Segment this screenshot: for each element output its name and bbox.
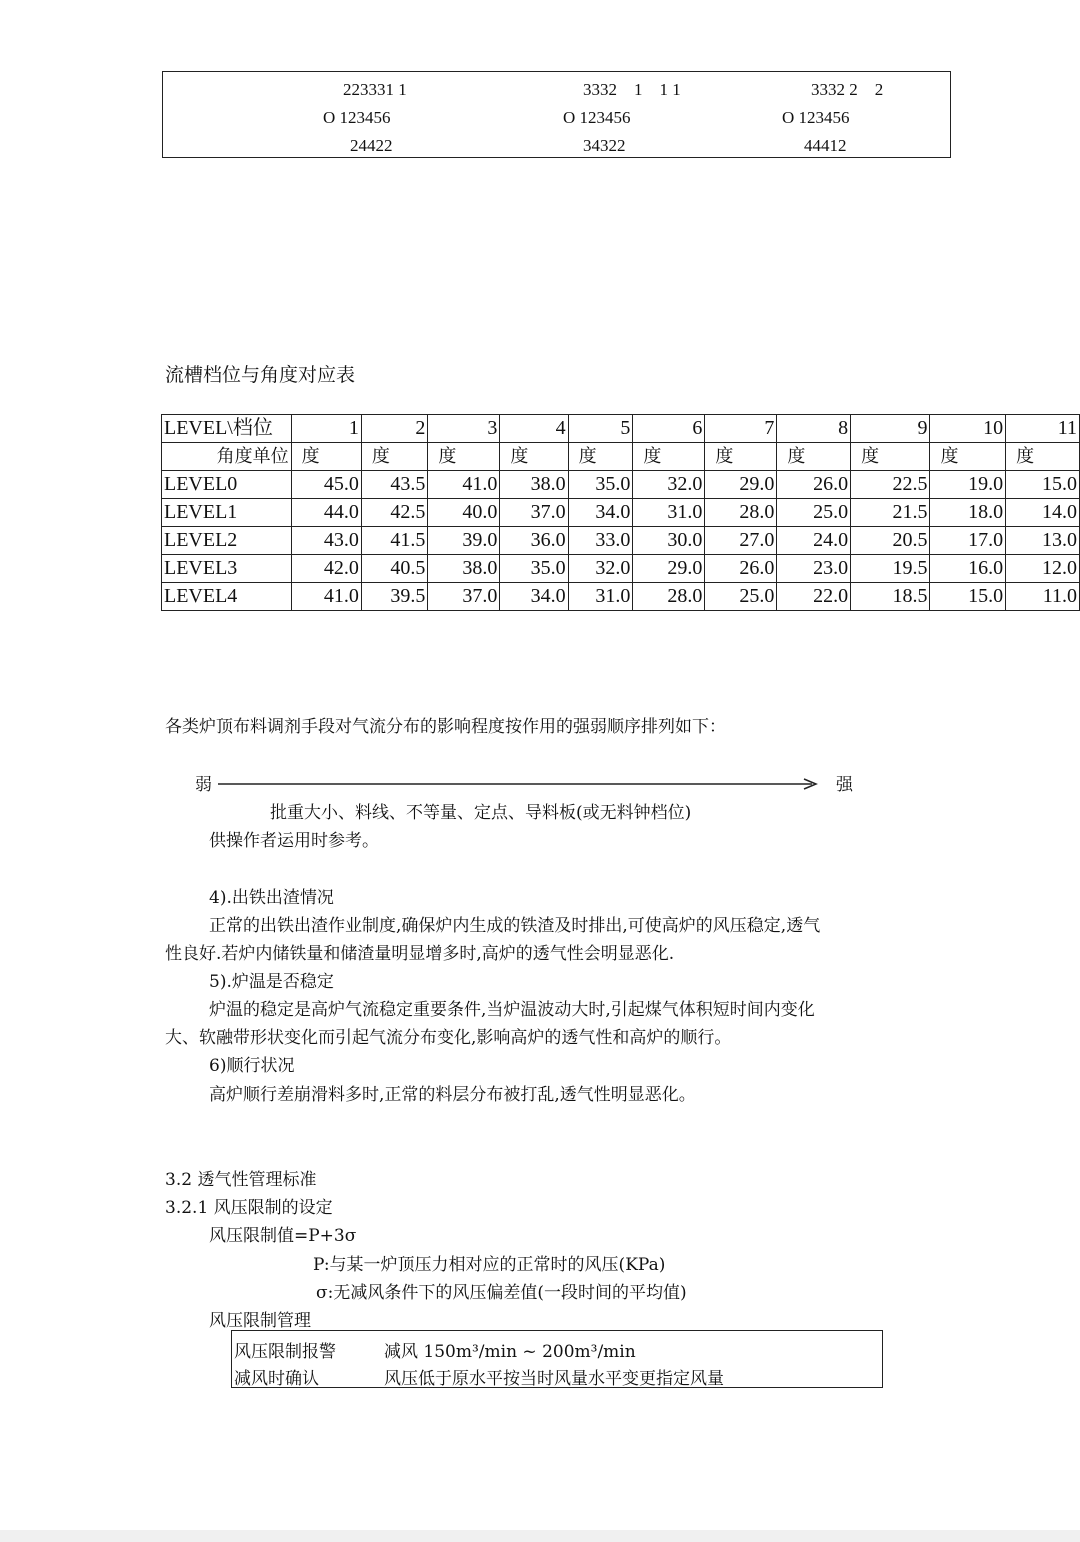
subheading: 风压限制管理 bbox=[209, 1311, 311, 1331]
table-cell: 39.0 bbox=[428, 527, 500, 555]
table-cell: 43.5 bbox=[361, 471, 428, 499]
definition: σ:无减风条件下的风压偏差值(一段时间的平均值) bbox=[316, 1283, 687, 1303]
table-cell: 度 bbox=[500, 443, 568, 471]
table-cell: 11.0 bbox=[1006, 583, 1080, 611]
table-cell: 17.0 bbox=[930, 527, 1006, 555]
table-cell: 度 bbox=[1006, 443, 1080, 471]
table-cell: 25.0 bbox=[705, 583, 777, 611]
table-cell: 16.0 bbox=[930, 555, 1006, 583]
table-cell: 34.0 bbox=[568, 499, 633, 527]
table-cell: 27.0 bbox=[705, 527, 777, 555]
table-cell: 41.0 bbox=[291, 583, 361, 611]
table-cell: 10 bbox=[930, 415, 1006, 443]
table-cell: 40.5 bbox=[361, 555, 428, 583]
table-cell: 38.0 bbox=[428, 555, 500, 583]
section-heading: 3.2 透气性管理标准 bbox=[165, 1170, 317, 1190]
table-cell: LEVEL\档位 bbox=[162, 415, 292, 443]
paragraph: 性良好.若炉内储铁量和储渣量明显增多时,高炉的透气性会明显恶化. bbox=[165, 944, 675, 964]
cell: 3332 1 1 1 bbox=[583, 80, 681, 99]
table-cell: 15.0 bbox=[930, 583, 1006, 611]
table-cell: 4 bbox=[500, 415, 568, 443]
table-cell: 35.0 bbox=[500, 555, 568, 583]
paragraph: 正常的出铁出渣作业制度,确保炉内生成的铁渣及时排出,可使高炉的风压稳定,透气 bbox=[209, 916, 821, 936]
cell: 34322 bbox=[583, 136, 626, 155]
table-cell: 40.0 bbox=[428, 499, 500, 527]
table-cell: 38.0 bbox=[500, 471, 568, 499]
table-cell: 度 bbox=[291, 443, 361, 471]
table-cell: 7 bbox=[705, 415, 777, 443]
cell: 24422 bbox=[350, 136, 393, 155]
table-cell: 度 bbox=[777, 443, 851, 471]
table-row bbox=[162, 583, 1080, 611]
table-cell: 18.5 bbox=[851, 583, 930, 611]
table-cell: 45.0 bbox=[291, 471, 361, 499]
table-cell: 22.5 bbox=[851, 471, 930, 499]
table-cell: 32.0 bbox=[568, 555, 633, 583]
table-cell: LEVEL1 bbox=[162, 499, 292, 527]
table-cell: 11 bbox=[1006, 415, 1080, 443]
intro-text: 各类炉顶布料调剂手段对气流分布的影响程度按作用的强弱顺序排列如下： bbox=[165, 717, 726, 737]
table-cell: 33.0 bbox=[568, 527, 633, 555]
level-angle-table bbox=[161, 414, 1080, 611]
table-cell: 41.5 bbox=[361, 527, 428, 555]
table-cell: 度 bbox=[361, 443, 428, 471]
table-cell: 35.0 bbox=[568, 471, 633, 499]
code-table bbox=[162, 71, 951, 158]
table-row bbox=[162, 499, 1080, 527]
table-cell: 41.0 bbox=[428, 471, 500, 499]
table-cell: 12.0 bbox=[1006, 555, 1080, 583]
table-cell: 37.0 bbox=[428, 583, 500, 611]
table-cell: 44.0 bbox=[291, 499, 361, 527]
section-heading: 4).出铁出渣情况 bbox=[209, 888, 334, 908]
table-cell: 31.0 bbox=[568, 583, 633, 611]
table-cell: 42.0 bbox=[291, 555, 361, 583]
paragraph: 高炉顺行差崩滑料多时,正常的料层分布被打乱,透气性明显恶化。 bbox=[209, 1085, 696, 1105]
cell: 223331 1 bbox=[343, 80, 407, 99]
table-cell: 37.0 bbox=[500, 499, 568, 527]
table-cell: 29.0 bbox=[705, 471, 777, 499]
table-row bbox=[162, 443, 1080, 471]
table-cell: 24.0 bbox=[777, 527, 851, 555]
wind-pressure-table bbox=[231, 1330, 883, 1388]
cell: O 123456 bbox=[563, 108, 631, 127]
table-cell: LEVEL4 bbox=[162, 583, 292, 611]
table-cell: LEVEL2 bbox=[162, 527, 292, 555]
table-cell: 度 bbox=[428, 443, 500, 471]
cell: O 123456 bbox=[782, 108, 850, 127]
cell: 3332 2 2 bbox=[811, 80, 884, 99]
table-cell: 1 bbox=[291, 415, 361, 443]
table-cell: 39.5 bbox=[361, 583, 428, 611]
table-cell: 25.0 bbox=[777, 499, 851, 527]
table-cell: 度 bbox=[930, 443, 1006, 471]
table-cell: LEVEL3 bbox=[162, 555, 292, 583]
table-row bbox=[162, 555, 1080, 583]
paragraph: 大、软融带形状变化而引起气流分布变化,影响高炉的透气性和高炉的顺行。 bbox=[165, 1028, 732, 1048]
table-cell: 23.0 bbox=[777, 555, 851, 583]
table-cell: 15.0 bbox=[1006, 471, 1080, 499]
table-cell: 14.0 bbox=[1006, 499, 1080, 527]
table-cell: LEVEL0 bbox=[162, 471, 292, 499]
row-label: 风压限制报警 bbox=[234, 1342, 336, 1362]
table-cell: 19.5 bbox=[851, 555, 930, 583]
table-cell: 31.0 bbox=[633, 499, 705, 527]
weak-label: 弱 bbox=[195, 775, 212, 795]
table-row bbox=[162, 471, 1080, 499]
cell: O 123456 bbox=[323, 108, 391, 127]
row-value: 减风 150m³/min ~ 200m³/min bbox=[384, 1342, 636, 1362]
cell: 44412 bbox=[804, 136, 847, 155]
table-cell: 30.0 bbox=[633, 527, 705, 555]
table-cell: 度 bbox=[705, 443, 777, 471]
table-row bbox=[162, 527, 1080, 555]
table-cell: 6 bbox=[633, 415, 705, 443]
table-cell: 26.0 bbox=[705, 555, 777, 583]
table-cell: 42.5 bbox=[361, 499, 428, 527]
table-title: 流槽档位与角度对应表 bbox=[165, 364, 356, 386]
table-cell: 度 bbox=[851, 443, 930, 471]
table-cell: 28.0 bbox=[633, 583, 705, 611]
table-cell: 20.5 bbox=[851, 527, 930, 555]
table-cell: 5 bbox=[568, 415, 633, 443]
table-cell: 43.0 bbox=[291, 527, 361, 555]
table-cell: 29.0 bbox=[633, 555, 705, 583]
section-heading: 5).炉温是否稳定 bbox=[209, 972, 334, 992]
section-heading: 3.2.1 风压限制的设定 bbox=[165, 1198, 333, 1218]
definition: P:与某一炉顶压力相对应的正常时的风压(KPa) bbox=[313, 1255, 666, 1275]
table-cell: 度 bbox=[633, 443, 705, 471]
table-cell: 度 bbox=[568, 443, 633, 471]
table-cell: 3 bbox=[428, 415, 500, 443]
table-cell: 18.0 bbox=[930, 499, 1006, 527]
formula: 风压限制值=P+3σ bbox=[209, 1226, 357, 1246]
table-cell: 角度单位 bbox=[162, 443, 292, 471]
section-heading: 6)顺行状况 bbox=[209, 1056, 295, 1076]
table-cell: 32.0 bbox=[633, 471, 705, 499]
row-value: 风压低于原水平按当时风量水平变更指定风量 bbox=[384, 1369, 724, 1389]
table-cell: 13.0 bbox=[1006, 527, 1080, 555]
strong-label: 强 bbox=[836, 775, 853, 795]
table-cell: 34.0 bbox=[500, 583, 568, 611]
table-cell: 36.0 bbox=[500, 527, 568, 555]
table-row bbox=[162, 415, 1080, 443]
table-cell: 8 bbox=[777, 415, 851, 443]
table-cell: 9 bbox=[851, 415, 930, 443]
table-cell: 19.0 bbox=[930, 471, 1006, 499]
table-cell: 22.0 bbox=[777, 583, 851, 611]
table-cell: 21.5 bbox=[851, 499, 930, 527]
paragraph: 炉温的稳定是高炉气流稳定重要条件,当炉温波动大时,引起煤气体积短时间内变化 bbox=[209, 1000, 815, 1020]
table-cell: 2 bbox=[361, 415, 428, 443]
row-label: 减风时确认 bbox=[234, 1369, 319, 1389]
arrow-caption: 批重大小、料线、不等量、定点、导料板(或无料钟档位) bbox=[270, 803, 692, 823]
table-cell: 28.0 bbox=[705, 499, 777, 527]
table-cell: 26.0 bbox=[777, 471, 851, 499]
arrow-icon bbox=[218, 776, 818, 792]
reference-text: 供操作者运用时参考。 bbox=[209, 831, 379, 851]
